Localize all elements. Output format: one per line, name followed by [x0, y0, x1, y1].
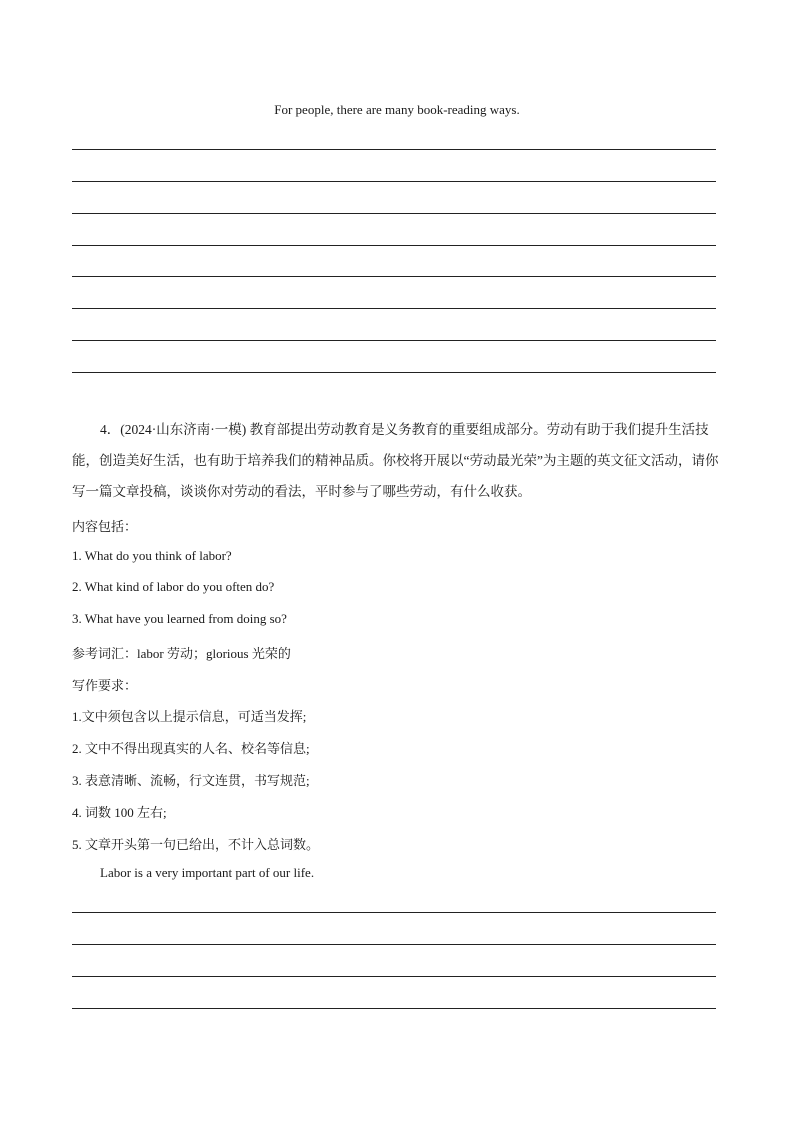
requirement-3: 3. 表意清晰、流畅，行文连贯，书写规范;: [72, 773, 310, 788]
task4-start-sentence: Labor is a very important part of our life.: [100, 865, 315, 880]
writing-line: [72, 245, 716, 246]
writing-line: [72, 276, 716, 277]
writing-line: [72, 308, 716, 309]
task4-intro: 4．(2024·山东济南·一模) 教育部提出劳动教育是义务教育的重要组成部分。劳动有助于我们提升生活技能，创造美好生活，也有助于培养我们的精神品质。你校将开展以“劳动最光荣”为主题的英文征文活动，请你写一篇文章投稿，谈谈你对劳动的看法，平时参与了哪些劳动，有什么收获。: [72, 422, 719, 499]
writing-line: [72, 944, 716, 945]
requirement-4: 4. 词数 100 左右;: [72, 805, 167, 820]
writing-line: [72, 1008, 716, 1009]
writing-line: [72, 149, 716, 150]
writing-line: [72, 181, 716, 182]
writing-line: [72, 340, 716, 341]
question-3: 3. What have you learned from doing so?: [72, 611, 287, 626]
requirement-5: 5. 文章开头第一句已给出，不计入总词数。: [72, 837, 320, 852]
requirements-heading: 写作要求：: [72, 678, 138, 693]
question-2: 2. What kind of labor do you often do?: [72, 579, 275, 594]
content-heading: 内容包括：: [72, 519, 138, 534]
requirement-1: 1.文中须包含以上提示信息，可适当发挥;: [72, 709, 307, 724]
prev-start-sentence: For people, there are many book-reading ways.: [274, 102, 520, 117]
vocab-hint: 参考词汇：labor 劳动；glorious 光荣的: [72, 646, 291, 661]
writing-line: [72, 213, 716, 214]
writing-line: [72, 912, 716, 913]
writing-line: [72, 976, 716, 977]
question-1: 1. What do you think of labor?: [72, 548, 232, 563]
requirement-2: 2. 文中不得出现真实的人名、校名等信息;: [72, 741, 310, 756]
writing-line: [72, 372, 716, 373]
